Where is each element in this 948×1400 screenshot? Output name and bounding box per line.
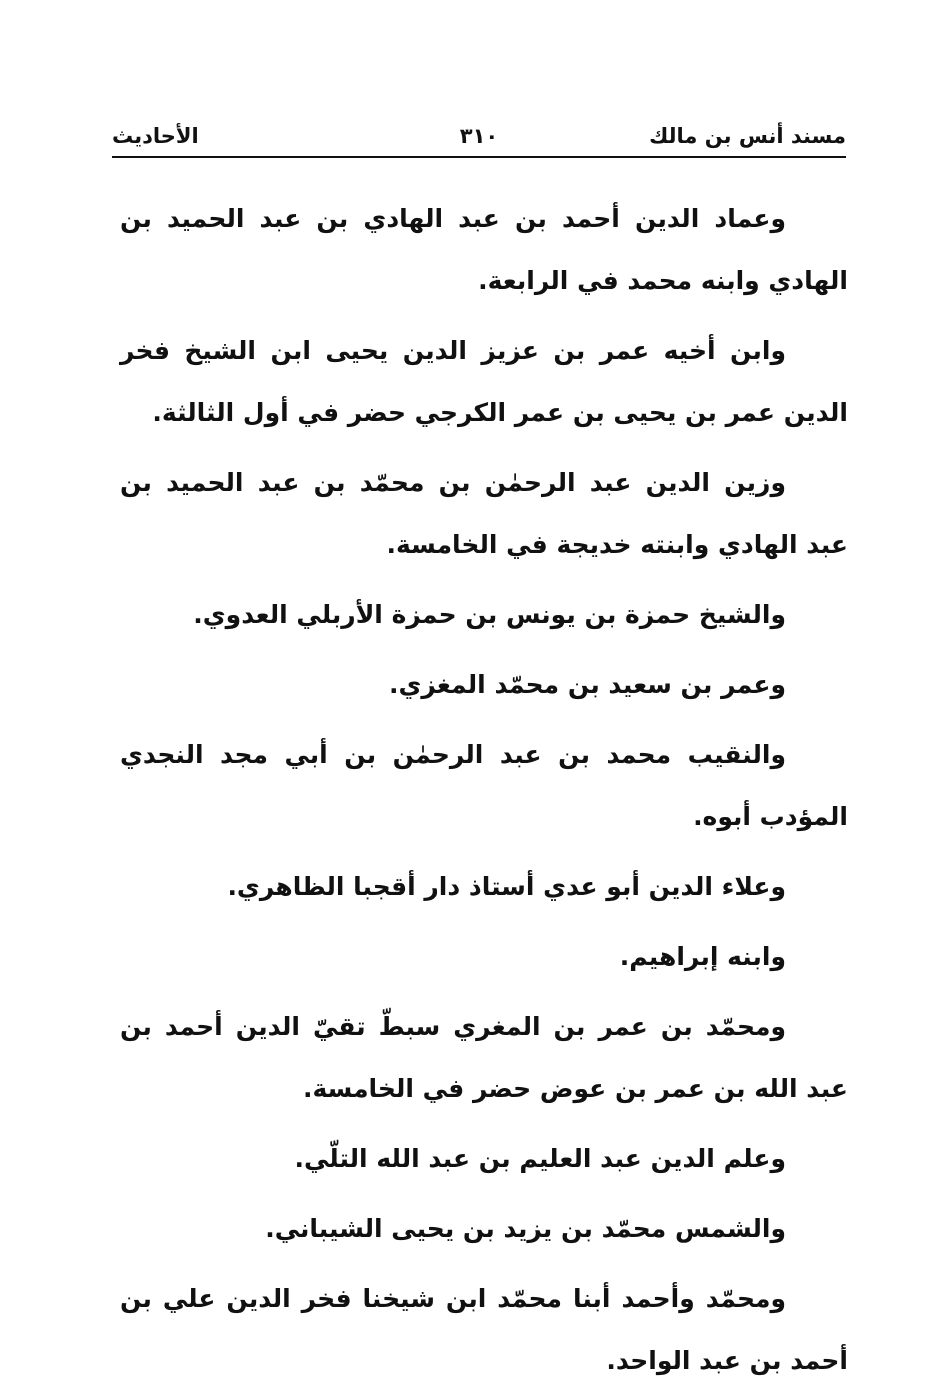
paragraph: وعمر بن سعيد بن محمّد المغزي. <box>388 670 786 699</box>
paragraph: ومحمّد وأحمد أبنا محمّد ابن شيخنا فخر الدين علي بن أحمد بن عبد الواحد. <box>120 1284 848 1375</box>
paragraph: وابن أخيه عمر بن عزيز الدين يحيى ابن الشيخ فخر الدين عمر بن يحيى بن عمر الكرجي حضر في أول الثالثة. <box>120 336 848 427</box>
paragraph: وزين الدين عبد الرحمٰن بن محمّد بن عبد الحميد بن عبد الهادي وابنته خديجة في الخامسة. <box>120 468 848 559</box>
body-text <box>120 188 848 1400</box>
paragraph: وعماد الدين أحمد بن عبد الهادي بن عبد الحميد بن الهادي وابنه محمد في الرابعة. <box>120 204 848 295</box>
paragraph: وابنه إبراهيم. <box>619 942 786 971</box>
paragraph: والشيخ حمزة بن يونس بن حمزة الأربلي العدوي. <box>193 600 786 629</box>
paragraph: والنقيب محمد بن عبد الرحمٰن بن أبي مجد النجدي المؤدب أبوه. <box>120 740 848 831</box>
section-title: الأحاديث <box>112 124 199 148</box>
paragraph: وعلاء الدين أبو عدي أستاذ دار أقجبا الظاهري. <box>227 872 786 901</box>
paragraph: والشمس محمّد بن يزيد بن يحيى الشيباني. <box>265 1214 786 1243</box>
paragraph: وعلم الدين عبد العليم بن عبد الله التلّي. <box>294 1144 786 1173</box>
page-header <box>112 116 846 158</box>
page-number: ٣١٠ <box>459 124 499 148</box>
paragraph: ومحمّد بن عمر بن المغري سبطّ تقيّ الدين أحمد بن عبد الله بن عمر بن عوض حضر في الخامسة. <box>120 1012 848 1103</box>
book-title: مسند أنس بن مالك <box>649 124 846 148</box>
